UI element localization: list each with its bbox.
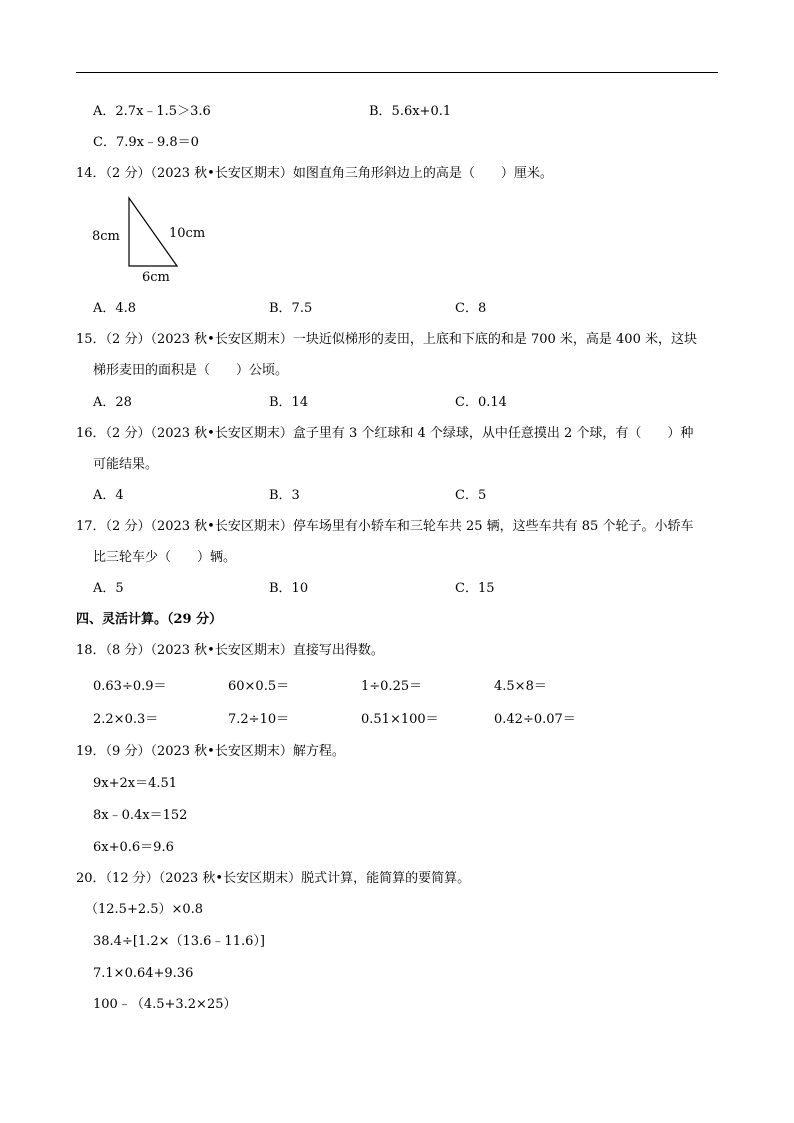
q17-option-c: C．15 xyxy=(455,581,495,596)
q20-expression: 38.4÷[1.2×（13.6﹣11.6）] xyxy=(93,934,265,949)
header-rule xyxy=(76,72,718,73)
q17-option-a: A．5 xyxy=(93,581,124,596)
q18-item: 0.51×100＝ xyxy=(361,712,439,727)
q13-option-b: B．5.6x+0.1 xyxy=(369,104,452,119)
right-triangle-figure xyxy=(88,192,218,286)
q18-item: 4.5×8＝ xyxy=(494,679,547,694)
q15-stem-line1: 15．（2 分）（2023 秋•长安区期末）一块近似梯形的麦田，上底和下底的和是 700 米，高是 400 米，这块 xyxy=(76,332,697,347)
q17-stem-line1: 17．（2 分）（2023 秋•长安区期末）停车场里有小轿车和三轮车共 25 辆，这些车共有 85 个轮子。小轿车 xyxy=(76,519,694,534)
q19-equation: 9x+2x＝4.51 xyxy=(93,776,178,791)
triangle-bottom-label: 6cm xyxy=(142,270,170,285)
q16-stem-line2: 可能结果。 xyxy=(93,457,159,472)
q20-expression: 7.1×0.64+9.36 xyxy=(93,966,194,981)
q16-option-b: B．3 xyxy=(269,488,300,503)
q20-expression: （12.5+2.5）×0.8 xyxy=(85,902,204,917)
q16-option-c: C．5 xyxy=(455,488,487,503)
q14-option-b: B．7.5 xyxy=(269,301,313,316)
q18-item: 0.63÷0.9＝ xyxy=(93,679,167,694)
q18-stem: 18．（8 分）（2023 秋•长安区期末）直接写出得数。 xyxy=(76,643,384,658)
q15-option-a: A．28 xyxy=(93,395,132,410)
q14-option-c: C．8 xyxy=(455,301,487,316)
q16-option-a: A．4 xyxy=(93,488,124,503)
q19-equation: 6x+0.6＝9.6 xyxy=(93,840,174,855)
q15-option-c: C．0.14 xyxy=(455,395,507,410)
q14-stem: 14．（2 分）（2023 秋•长安区期末）如图直角三角形斜边上的高是（ ）厘米。 xyxy=(76,166,553,181)
triangle-hypotenuse-label: 10cm xyxy=(169,226,206,241)
q13-option-c: C．7.9x﹣9.8＝0 xyxy=(93,135,199,150)
q16-stem-line1: 16．（2 分）（2023 秋•长安区期末）盒子里有 3 个红球和 4 个绿球，从中任意摸出 2 个球，有（ ）种 xyxy=(76,426,694,441)
section-4-title: 四、灵活计算。（29 分） xyxy=(76,612,223,627)
q19-equation: 8x﹣0.4x＝152 xyxy=(93,808,188,823)
q20-stem: 20．（12 分）（2023 秋•长安区期末）脱式计算，能简算的要简算。 xyxy=(76,871,471,886)
q18-item: 1÷0.25＝ xyxy=(361,679,423,694)
q15-stem-line2: 梯形麦田的面积是（ ）公顷。 xyxy=(93,363,289,378)
q17-stem-line2: 比三轮车少（ ）辆。 xyxy=(93,550,237,565)
q19-stem: 19．（9 分）（2023 秋•长安区期末）解方程。 xyxy=(76,744,345,759)
q18-item: 7.2÷10＝ xyxy=(228,712,290,727)
q20-expression: 100﹣（4.5+3.2×25） xyxy=(93,997,237,1012)
triangle-left-label: 8cm xyxy=(92,229,120,244)
q18-item: 60×0.5＝ xyxy=(228,679,290,694)
q15-option-b: B．14 xyxy=(269,395,309,410)
q17-option-b: B．10 xyxy=(269,581,309,596)
q14-option-a: A．4.8 xyxy=(93,301,137,316)
q18-item: 0.42÷0.07＝ xyxy=(494,712,576,727)
q13-option-a: A．2.7x﹣1.5＞3.6 xyxy=(93,104,211,119)
q18-item: 2.2×0.3＝ xyxy=(93,712,159,727)
